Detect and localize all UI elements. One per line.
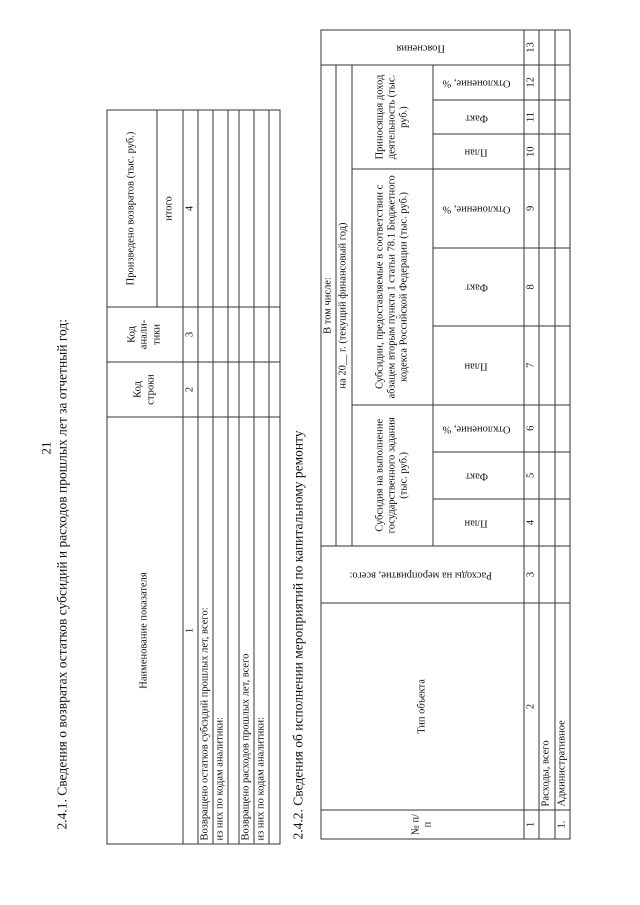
header-fact: Факт bbox=[464, 112, 488, 124]
header-expenses: Расходы на мероприятие, всего: bbox=[348, 569, 492, 581]
header-num: № п/п bbox=[321, 810, 524, 839]
col-number: 3 bbox=[524, 546, 539, 603]
header-total: итого bbox=[157, 110, 183, 307]
header-subsidy-78-1: Субсидии, предоставляемые в соответствии с абзацем вторым пункта 1 статьи 78.1 Бюджетного кодекса Российской Федерации (тыс. руб.) bbox=[351, 169, 432, 405]
table-row-label bbox=[228, 417, 239, 844]
returns-table bbox=[106, 110, 280, 845]
col-number: 1 bbox=[524, 810, 539, 839]
header-object-type: Тип объекта bbox=[321, 603, 524, 810]
header-plan: План bbox=[464, 517, 488, 529]
header-deviation: Отклонение, % bbox=[441, 423, 510, 435]
col-number: 7 bbox=[524, 326, 539, 405]
header-indicator-name: Наименование показателя bbox=[107, 417, 183, 844]
col-number: 13 bbox=[524, 30, 539, 65]
col-number: 10 bbox=[524, 134, 539, 169]
header-deviation: Отклонение, % bbox=[441, 77, 510, 89]
page-number: 21 bbox=[38, 441, 54, 455]
table-row-label: из них по кодам аналитики: bbox=[254, 417, 269, 844]
col-number: 8 bbox=[524, 248, 539, 327]
header-year: на 20__ г. (текущий финансовый год) bbox=[336, 65, 351, 546]
col-number: 4 bbox=[183, 110, 198, 307]
table-row-label: Возвращено остатков субсидий прошлых лет, всего: bbox=[198, 417, 213, 844]
col-number: 9 bbox=[524, 169, 539, 248]
capital-repair-table bbox=[320, 30, 570, 840]
col-number: 3 bbox=[183, 307, 198, 362]
row-num: 1. bbox=[554, 810, 569, 839]
row-num bbox=[539, 810, 554, 839]
col-number: 4 bbox=[524, 499, 539, 546]
table-row-label: из них по кодам аналитики: bbox=[213, 417, 228, 844]
section-2-4-1-title: 2.4.1. Сведения о возвратах остатков субсидий и расходов прошлых лет за отчетный год: bbox=[54, 318, 69, 830]
col-number: 12 bbox=[524, 65, 539, 100]
header-returned: Произведено возвратов (тыс. руб.) bbox=[107, 110, 157, 307]
header-including: В том числе: bbox=[321, 65, 336, 546]
header-explanation: Пояснения bbox=[395, 42, 445, 54]
section-2-4-2-title: 2.4.2. Сведения об исполнении мероприятий по капитальному ремонту bbox=[290, 430, 305, 840]
col-number: 1 bbox=[183, 417, 198, 844]
table-row-label: Возвращено расходов прошлых лет, всего bbox=[239, 417, 254, 844]
row-label: Расходы, всего bbox=[539, 603, 554, 810]
col-number: 2 bbox=[524, 603, 539, 810]
header-income-activity: Приносящая доход деятельность (тыс. руб.) bbox=[351, 65, 432, 169]
header-plan: План bbox=[464, 146, 488, 158]
header-row-code: Код строки bbox=[107, 362, 183, 417]
header-plan: План bbox=[464, 360, 488, 372]
col-number: 11 bbox=[524, 100, 539, 135]
col-number: 6 bbox=[524, 405, 539, 452]
header-analytics-code: Код анали- тики bbox=[107, 307, 183, 362]
header-fact: Факт bbox=[464, 281, 488, 293]
header-deviation: Отклонение, % bbox=[441, 203, 510, 215]
header-subsidy-state-task: Субсидия на выполнение государственного задания (тыс. руб.) bbox=[351, 405, 432, 546]
col-number: 5 bbox=[524, 452, 539, 499]
row-label: Административное bbox=[554, 603, 569, 810]
table-row-label bbox=[269, 417, 280, 844]
col-number: 2 bbox=[183, 362, 198, 417]
header-fact: Факт bbox=[464, 470, 488, 482]
